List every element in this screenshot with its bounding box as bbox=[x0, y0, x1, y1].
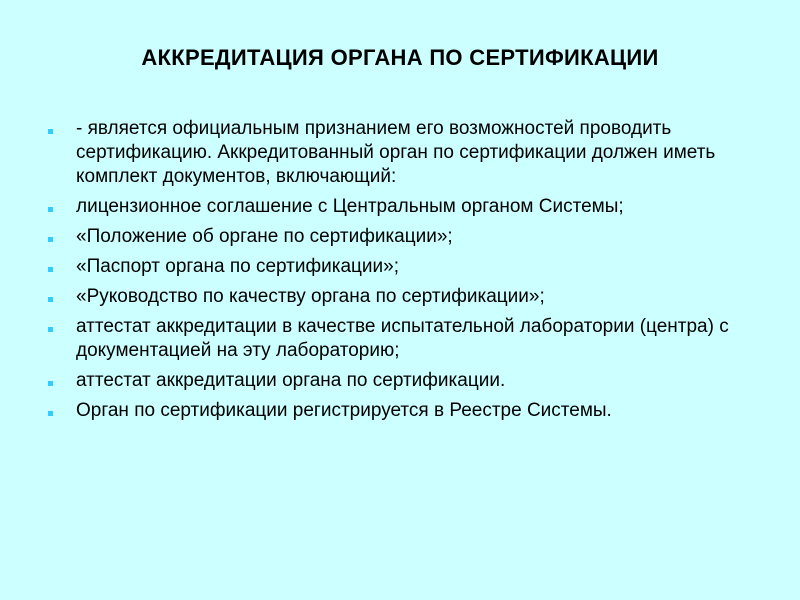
bullet-square-icon bbox=[48, 327, 53, 332]
list-item bbox=[48, 117, 748, 189]
bullet-text: лицензионное соглашение с Центральным органом Системы; bbox=[76, 196, 624, 217]
bullet-square-icon bbox=[48, 129, 53, 134]
bullet-square-icon bbox=[48, 267, 53, 272]
bullet-square-icon bbox=[48, 297, 53, 302]
list-item bbox=[48, 255, 748, 279]
bullet-text: «Руководство по качеству органа по сертификации»; bbox=[76, 286, 545, 307]
list-item bbox=[48, 195, 748, 219]
bullet-text: «Паспорт органа по сертификации»; bbox=[76, 256, 399, 277]
list-item bbox=[48, 315, 748, 363]
bullet-text: аттестат аккредитации органа по сертификации. bbox=[76, 370, 506, 391]
bullet-text: - является официальным признанием его возможностей проводить сертификацию. Аккредитованный орган по сертификации должен иметь комплект документов, включающий: bbox=[76, 118, 716, 187]
bullet-text: Орган по сертификации регистрируется в Реестре Системы. bbox=[76, 400, 612, 421]
list-item bbox=[48, 225, 748, 249]
slide-title: АККРЕДИТАЦИЯ ОРГАНА ПО СЕРТИФИКАЦИИ bbox=[141, 45, 659, 70]
bullet-text: «Положение об органе по сертификации»; bbox=[76, 226, 453, 247]
bullet-square-icon bbox=[48, 411, 53, 416]
bullet-square-icon bbox=[48, 207, 53, 212]
bullet-square-icon bbox=[48, 237, 53, 242]
list-item bbox=[48, 369, 748, 393]
list-item bbox=[48, 285, 748, 309]
bullet-list bbox=[48, 117, 748, 429]
list-item bbox=[48, 399, 748, 423]
bullet-text: аттестат аккредитации в качестве испытательной лаборатории (центра) с документацией на эту лабораторию; bbox=[76, 316, 729, 361]
bullet-square-icon bbox=[48, 381, 53, 386]
